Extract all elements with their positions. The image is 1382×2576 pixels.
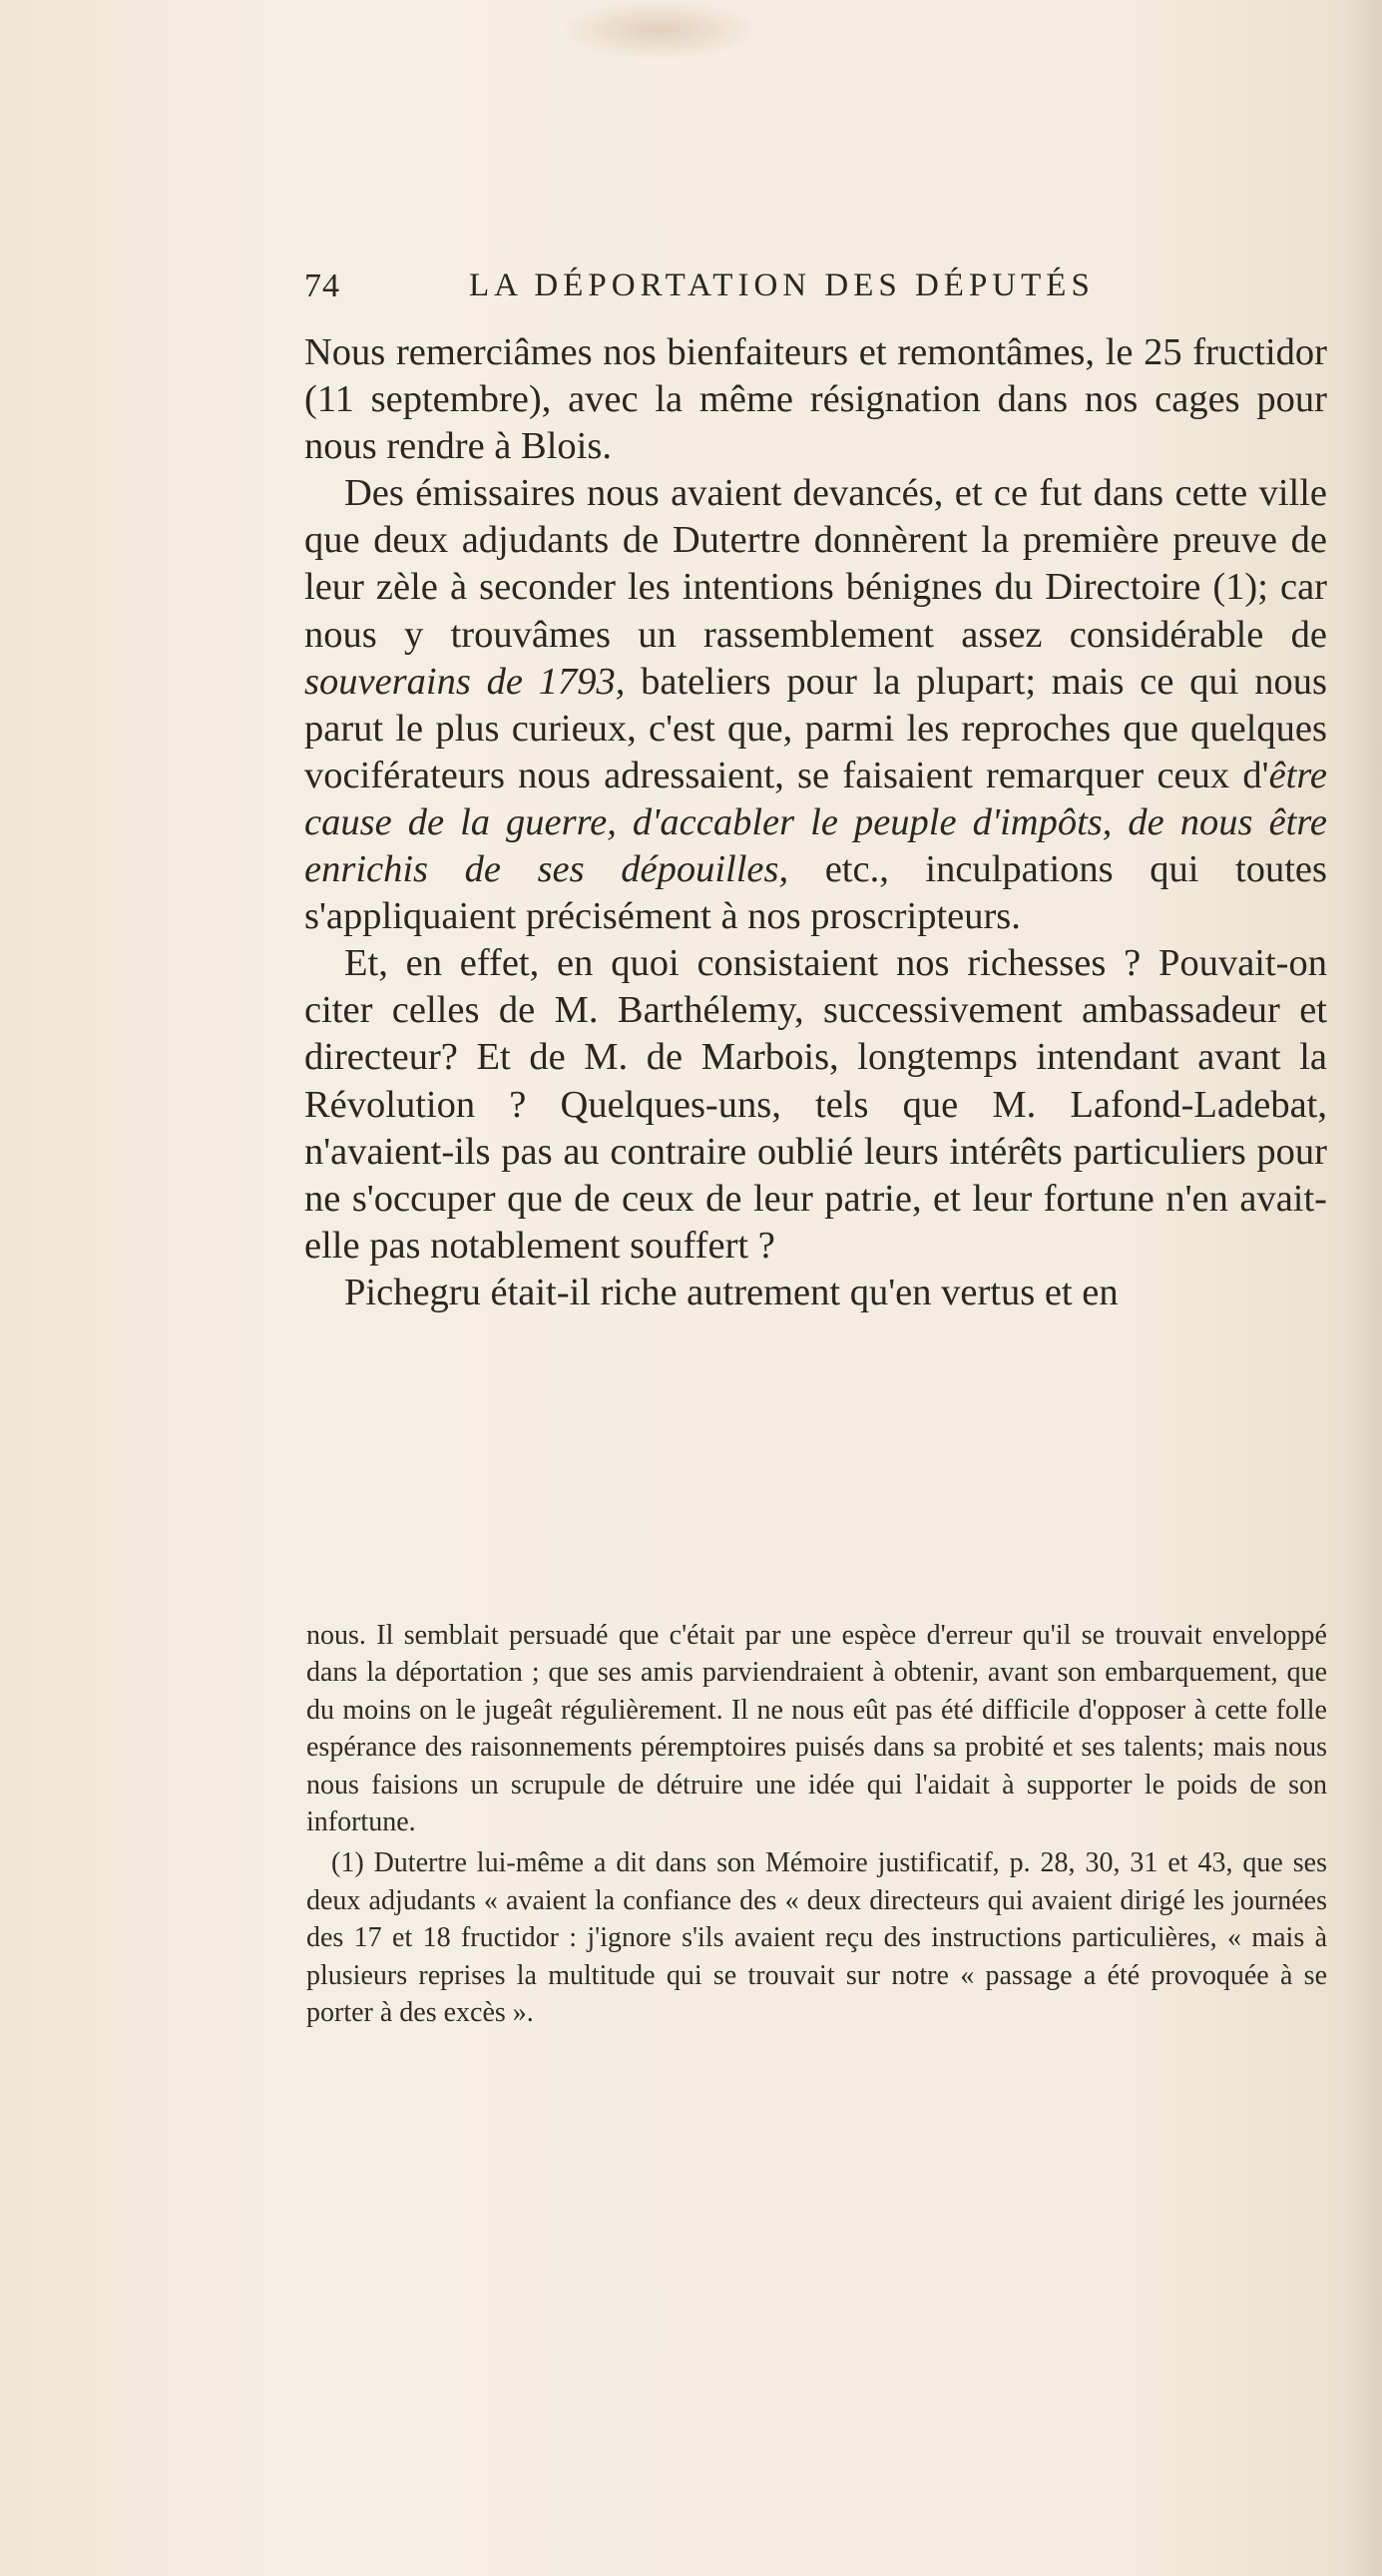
footnotes: [306, 1617, 1327, 2031]
paper-stain: [559, 0, 758, 60]
paragraph-2-text-b: bateliers pour la plupart; mais ce qui nous parut le plus curieux, c'est que, parmi les reproches que quelques vociférateurs nous adressaient, se faisaient remarquer ceux: [304, 660, 1327, 796]
main-text: [304, 329, 1327, 1316]
paragraph-2-italic-2: être cause de la guerre, d'accabler le peuple d'impôts, de nous être enrichis de ses dépouilles,: [304, 754, 1327, 891]
page-edge-shadow: [1342, 0, 1382, 2576]
page-header: [304, 267, 1332, 317]
footnote-1: (1) Dutertre lui-même a dit dans son Mémoire justificatif, p. 28, 30, 31 et 43, que ses deux adjudants « avaient la confiance des « deux directeurs qui avaient dirigé les journées des 17 et 18 fructidor : j'ignore s'ils avaient reçu des instructions particulières, « mais à plusieurs reprises la multitude qui se trouvait sur notre « passage a été provoquée à se porter à des excès ».: [306, 1847, 1327, 2029]
paragraph-2-italic-1: souverains de 1793,: [304, 660, 626, 703]
paragraph-2: [304, 470, 1327, 940]
running-title: LA DÉPORTATION DES DÉPUTÉS: [469, 267, 1095, 303]
paragraph-2-text-a: Des émissaires nous avaient devancés, et ce fut dans cette ville que deux adjudants de Dutertre donnèrent la première preuve de leur zèle à seconder les intentions bénignes du Directoire (1); car nous y trouvâmes un rassemblement assez considérable de: [304, 472, 1327, 656]
paragraph-2-text-c: d': [1242, 754, 1269, 796]
paragraph-2-text-d: etc., inculpations qui toutes s'appliquaient précisément à nos proscripteurs.: [304, 848, 1327, 938]
paragraph-1: Nous remerciâmes nos bienfaiteurs et remontâmes, le 25 fructidor (11 septembre), avec la même résignation dans nos cages pour nous rendre à Blois.: [304, 331, 1327, 468]
footnote-continued: nous. Il semblait persuadé que c'était par une espèce d'erreur qu'il se trouvait enveloppé dans la déportation ; que ses amis parviendraient à obtenir, avant son embarquement, que du moins on le jugeât régulièrement. Il ne nous eût pas été difficile d'opposer à cette folle espérance des raisonnements péremptoires puisés dans sa probité et ses talents; mais nous nous faisions un scrupule de détruire une idée qui l'aidait à supporter le poids de son infortune.: [306, 1620, 1327, 1838]
page-number: 74: [304, 267, 340, 304]
paragraph-4: Pichegru était-il riche autrement qu'en vertus et en: [344, 1271, 1119, 1313]
paragraph-3: Et, en effet, en quoi consistaient nos richesses ? Pouvait-on citer celles de M. Barthélemy, successivement ambassadeur et directeur? Et de M. de Marbois, longtemps intendant avant la Révolution ? Quelques-uns, tels que M. Lafond-Ladebat, n'avaient-ils pas au contraire oublié leurs intérêts particuliers pour ne s'occuper que de ceux de leur patrie, et leur fortune n'en avait-elle pas notablement souffert ?: [304, 942, 1327, 1267]
